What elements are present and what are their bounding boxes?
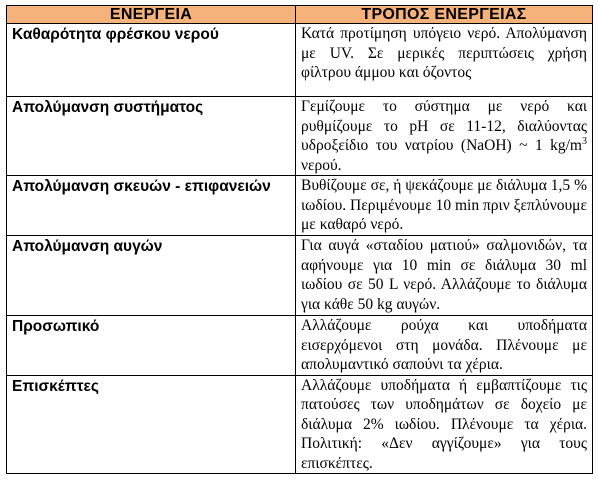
table-row	[7, 176, 593, 236]
action-cell: Επισκέπτες	[7, 375, 296, 474]
table-row	[7, 375, 593, 474]
header-action: ΕΝΕΡΓΕΙΑ	[7, 6, 296, 24]
action-cell: Απολύμανση αυγών	[7, 236, 296, 316]
method-cell: Για αυγά «σταδίου ματιού» σαλμονιδών, τα αφήνουμε για 10 min σε διάλυμα 30 ml ιωδίου σε 50 L νερό. Αλλάζουμε το διάλυμα για κάθε 50 kg αυγών.	[296, 236, 593, 316]
table-row	[7, 24, 593, 97]
method-text-end: νερού.	[301, 156, 342, 174]
action-cell: Απολύμανση συστήματος	[7, 97, 296, 176]
method-cell: Αλλάζουμε ρούχα και υποδήματα εισερχόμενοι στη μονάδα. Πλένουμε με απολυμαντικό σαπούνι τα χέρια.	[296, 316, 593, 376]
action-cell: Καθαρότητα φρέσκου νερού	[7, 24, 296, 97]
method-cell: Αλλάζουμε υποδήματα ή εμβαπτίζουμε τις πατούσες των υποδημάτων σε δοχείο με διάλυμα 2% ιωδίου. Πλένουμε τα χέρια. Πολιτική: «Δεν αγγίζουμε» για τους επισκέπτες.	[296, 375, 593, 474]
superscript: 3	[582, 135, 587, 147]
table-row	[7, 316, 593, 376]
table-row	[7, 236, 593, 316]
table-row	[7, 97, 593, 176]
action-cell: Απολύμανση σκευών - επιφανειών	[7, 176, 296, 236]
action-cell: Προσωπικό	[7, 316, 296, 376]
table-header-row	[7, 6, 593, 24]
header-method: ΤΡΟΠΟΣ ΕΝΕΡΓΕΙΑΣ	[296, 6, 593, 24]
disinfection-table	[6, 5, 593, 474]
method-cell	[296, 97, 593, 176]
method-text: Γεμίζουμε το σύστημα με νερό και ρυθμίζουμε το pH σε 11-12, διαλύοντας υδροξείδιο του νατρίου (NaOH) ~ 1 kg/m	[301, 98, 587, 154]
method-cell: Βυθίζουμε σε, ή ψεκάζουμε με διάλυμα 1,5 % ιωδίου. Περιμένουμε 10 min πριν ξεπλύνουμε με καθαρό νερό.	[296, 176, 593, 236]
method-cell: Κατά προτίμηση υπόγειο νερό. Απολύμανση με UV. Σε μερικές περιπτώσεις χρήση φίλτρου άμμου και όζοντος	[296, 24, 593, 97]
